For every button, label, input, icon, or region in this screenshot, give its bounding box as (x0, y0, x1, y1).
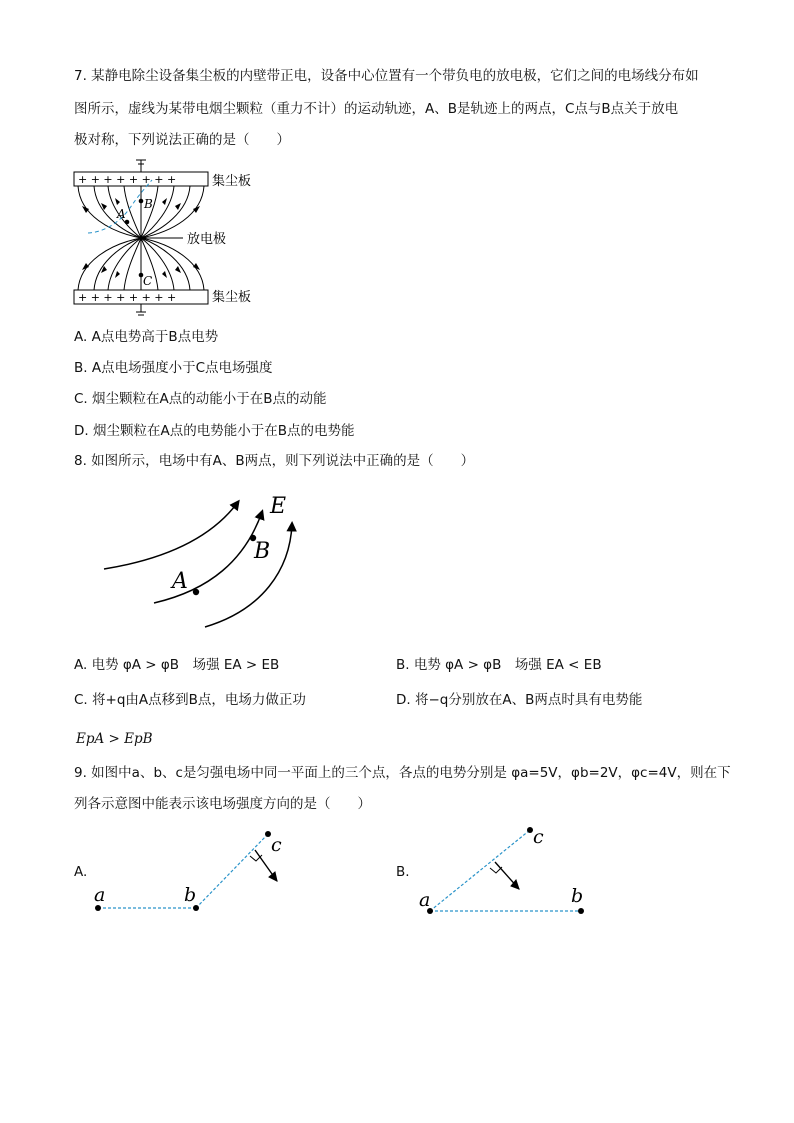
q8-option-b: B. 电势 φA > φB 场强 EA < EB (396, 657, 602, 673)
q7-stem-line3: 极对称，下列说法正确的是（ ） (74, 132, 290, 148)
q7-option-b: B. A点电场强度小于C点电场强度 (74, 360, 273, 376)
q7-stem-line2: 图所示，虚线为某带电烟尘颗粒（重力不计）的运动轨迹，A、B是轨迹上的两点，C点与B点关于放电 (74, 101, 679, 117)
bottom-plate-label: 集尘板 (212, 290, 252, 305)
fig-a-label-c: c (271, 834, 282, 856)
fig-b-label-a: a (419, 889, 431, 911)
q8-option-d-cont: EpA > EpB (76, 731, 153, 747)
q9-figure-a (94, 831, 282, 911)
q9-figure-b (419, 826, 584, 914)
q8-option-c: C. 将+q由A点移到B点，电场力做正功 (74, 692, 306, 708)
q7-option-a: A. A点电势高于B点电势 (74, 329, 219, 345)
q8-label-a: A (172, 569, 188, 594)
q7-stem-line1: 7. 某静电除尘设备集尘板的内壁带正电，设备中心位置有一个带负电的放电极，它们之间的电场线分布如 (74, 68, 699, 84)
q7-figure (74, 160, 251, 315)
point-b-label: B (144, 197, 153, 211)
point-a-label: A (117, 207, 126, 221)
top-plate-label: 集尘板 (212, 174, 252, 189)
q8-label-b: B (254, 539, 271, 564)
q9-option-b-label: B. (396, 864, 410, 880)
q9-option-a-label: A. (74, 864, 88, 880)
q8-figure (104, 502, 292, 627)
fig-b-label-b: b (571, 885, 584, 907)
q8-option-d: D. 将−q分别放在A、B两点时具有电势能 (396, 692, 643, 708)
q9-stem-line1: 9. 如图中a、b、c是匀强电场中同一平面上的三个点，各点的电势分别是 φa=5V，φb=2V，φc=4V，则在下 (74, 765, 731, 781)
q8-stem: 8. 如图所示，电场中有A、B两点，则下列说法中正确的是（ ） (74, 453, 475, 469)
fig-a-label-b: b (184, 884, 197, 906)
q8-point-a (193, 589, 199, 595)
bottom-plate-signs: + + + + + + + + (78, 291, 177, 304)
q7-option-c: C. 烟尘颗粒在A点的动能小于在B点的动能 (74, 391, 327, 407)
q8-label-e: E (270, 494, 287, 519)
fig-b-label-c: c (533, 826, 544, 848)
field-line-2 (154, 512, 262, 603)
q7-option-d: D. 烟尘颗粒在A点的电势能小于在B点的电势能 (74, 423, 355, 439)
q9-stem-line2: 列各示意图中能表示该电场强度方向的是（ ） (74, 796, 371, 812)
field-line-1 (104, 502, 238, 569)
top-plate-signs: + + + + + + + + (78, 173, 177, 186)
q8-option-a: A. 电势 φA > φB 场强 EA > EB (74, 657, 280, 673)
electrode-label: 放电极 (187, 232, 227, 247)
point-b-dot (139, 199, 144, 204)
point-c-label: C (143, 274, 153, 288)
fig-a-label-a: a (94, 884, 106, 906)
